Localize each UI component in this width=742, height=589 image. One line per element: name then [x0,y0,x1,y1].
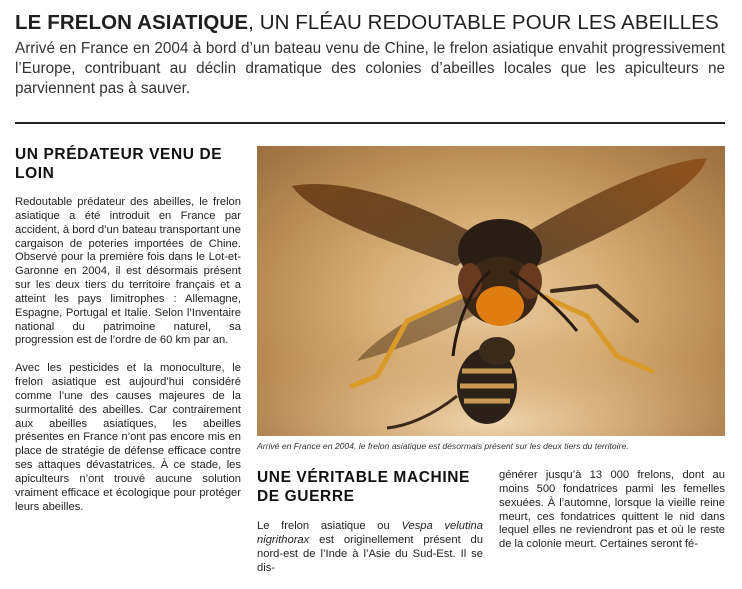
hornet-photo-icon [257,146,725,436]
paragraph-colony: générer jusqu’à 13 000 frelons, dont au moins 500 fondatrices parmi les femelles sexuées. À l’automne, lorsque la vieille reine meurt, ces fondatrices quittent le nid dans lequel elles ne reviendront pas et où le reste de la colonie meurt. Certaines seront fé- [499,469,725,551]
article-title [15,9,735,37]
paragraph-vespa [257,520,483,575]
species-name: Vespa velutina nigrithorax [257,520,483,546]
column-2 [257,520,483,589]
text-after-species: est originellement présent du nord-est de l’Inde à l’Asie du Sud-Est. Il se dis- [257,533,483,574]
article-title-bold: LE FRELON ASIATIQUE [15,11,249,34]
photo-caption: Arrivé en France en 2004, le frelon asiatique est désormais présent sur les deux tiers du territoire. [257,441,629,451]
column-3 [499,469,725,566]
hornet-photo [257,146,725,436]
column-1 [15,196,241,528]
article-lead: Arrivé en France en 2004 à bord d’un bateau venu de Chine, le frelon asiatique envahit progressivement l’Europe, contribuant au déclin dramatique des colonies d’abeilles locales que les apiculteurs ne parviennent pas à sauver. [15,40,725,97]
text-before-species: Le frelon asiatique ou [257,520,402,532]
article-title-rest: , UN FLÉAU REDOUTABLE POUR LES ABEILLES [248,11,719,34]
header-divider [15,122,725,124]
section-heading-predator: UN PRÉDATEUR VENU DE LOIN [15,146,223,182]
paragraph-pesticides: Avec les pesticides et la monoculture, le frelon asiatique est aujourd’hui considéré comme l’une des causes majeures de la surmortalité des abeilles. Car contrairement aux abeilles asiatiques, les abeilles présentes en France n’ont pas encore mis en place de stratégie de défense efficace contre ses attaques dévastatrices. À ce stade, les apiculteurs n’ont trouvé aucune solution vraiment efficace et écologique pour protéger leurs abeilles. [15,362,241,513]
paragraph-introduction: Redoutable prédateur des abeilles, le frelon asiatique a été introduit en France par accident, à bord d’un bateau transportant une cargaison de poteries importées de Chine. Observé pour la première fois dans le Lot-et-Garonne en 2004, il est désormais présent sur les deux tiers du territoire français et a atteint les pays limitrophes : Allemagne, Espagne, Portugal et Italie. Selon l’Inventaire national du patrimoine naturel, sa progression est de l’ordre de 60 km par an. [15,196,241,347]
section-heading-war-machine: UNE VÉRITABLE MACHINE DE GUERRE [257,469,470,505]
